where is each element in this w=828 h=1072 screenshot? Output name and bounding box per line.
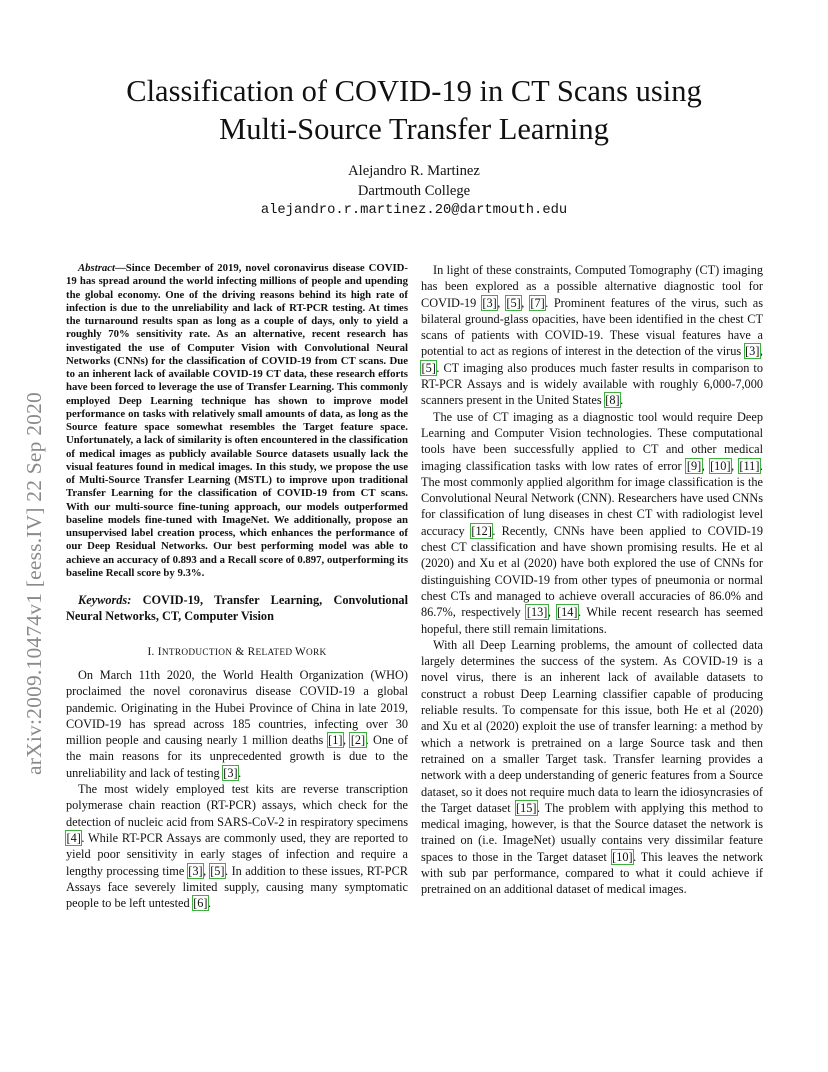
paragraph-text: , bbox=[701, 458, 710, 473]
keywords-text: COVID-19, Transfer Learning, Convolutional Neural Networks, CT, Computer Vision bbox=[66, 593, 408, 623]
body-paragraph bbox=[66, 781, 408, 911]
citation-link[interactable]: [4] bbox=[66, 830, 81, 845]
body-paragraph bbox=[421, 637, 763, 898]
abstract bbox=[66, 262, 408, 580]
author-name: Alejandro R. Martinez bbox=[348, 163, 480, 179]
keywords bbox=[66, 592, 408, 624]
title-line-2: Multi-Source Transfer Learning bbox=[219, 112, 609, 146]
paragraph-text: . bbox=[238, 765, 242, 780]
body-paragraph bbox=[421, 262, 763, 409]
paragraph-text: . CT imaging also produces much faster results in comparison to RT-PCR Assays and is widely available with roughly 6,000-7,000 scanners present in the United States bbox=[421, 360, 763, 408]
paper-title bbox=[60, 72, 768, 148]
citation-link[interactable]: [15] bbox=[516, 800, 537, 815]
section-ampersand: & bbox=[232, 646, 248, 658]
section-word-initial: R bbox=[247, 646, 256, 658]
paragraph-text: . bbox=[620, 393, 624, 408]
citation-link[interactable]: [8] bbox=[605, 393, 620, 408]
paragraph-text: . The problem with applying this method to medical imaging, however, is that the Source dataset the network is trained on (i.e. ImageNet) usually contains very dissimilar feature spaces to those in the Target dataset bbox=[421, 800, 763, 864]
citation-link[interactable]: [10] bbox=[710, 458, 731, 473]
section-word-initial: W bbox=[295, 646, 306, 658]
citation-link[interactable]: [7] bbox=[530, 295, 545, 310]
citation-link[interactable]: [3] bbox=[482, 295, 497, 310]
body-paragraph bbox=[66, 667, 408, 781]
section-word-rest: ORK bbox=[306, 648, 327, 658]
paragraph-text: On March 11th 2020, the World Health Organization (WHO) proclaimed the novel coronavirus disease COVID-19 a global pandemic. Originating in the Hubei Province of China in late 2019, COVID-19 has spread across 185 countries, infecting over 30 million people and causing nearly 1 million deaths bbox=[66, 668, 408, 748]
keywords-label: Keywords: bbox=[78, 593, 132, 607]
citation-link[interactable]: [5] bbox=[506, 295, 521, 310]
left-column bbox=[66, 262, 408, 911]
section-word-initial: I bbox=[157, 646, 162, 658]
paragraph-text: The use of CT imaging as a diagnostic tool would require Deep Learning and Computer Vision technologies. These computational tools have been successfully applied to CT and other medical imaging classification tasks with low rates of error bbox=[421, 409, 763, 473]
paragraph-text: , bbox=[203, 863, 210, 878]
author-block bbox=[100, 162, 728, 221]
abstract-label: Abstract bbox=[78, 262, 116, 274]
citation-link[interactable]: [1] bbox=[328, 733, 343, 748]
paragraph-text: . bbox=[208, 896, 212, 911]
author-email: alejandro.r.martinez.20@dartmouth.edu bbox=[260, 203, 568, 218]
citation-link[interactable]: [14] bbox=[557, 605, 578, 620]
paragraph-text: , bbox=[731, 458, 739, 473]
paragraph-text: . This leaves the network with sub par performance, compared to what it could achieve if pretrained on an additional dataset of medical images. bbox=[421, 849, 763, 897]
section-word-rest: NTRODUCTION bbox=[161, 648, 233, 658]
paragraph-text: . Prominent features of the virus, such as bilateral ground-glass opacities, have been identified in the chest CT scans of patients with COVID-19. These visual features have a potential to act as regions of interest in the detection of the virus bbox=[421, 295, 764, 359]
paragraph-text: In light of these constraints, Computed Tomography (CT) imaging has been explored as a possible alternative diagnostic tool for COVID-19 bbox=[421, 263, 763, 310]
citation-link[interactable]: [6] bbox=[193, 896, 208, 911]
paragraph-text: . In addition to these issues, RT-PCR Assays face severely limited supply, causing many symptomatic people to be left untested bbox=[66, 863, 408, 911]
citation-link[interactable]: [3] bbox=[223, 765, 238, 780]
abstract-text: —Since December of 2019, novel coronavirus disease COVID-19 has spread around the world infecting millions of people and upending the global economy. One of the driving reasons behind its high rate of infection is due to the unreliability and lack of RT-PCR testing. At times the turnaround results span as long as a couple of days, only to yield a roughly 70% sensitivity rate. As an alternative, recent research has investigated the use of Computer Vision with Convolutional Neural Networks (CNNs) for the classification of COVID-19 from CT scans. Due to an inherent lack of available COVID-19 CT data, these research efforts have been forced to leverage the use of Transfer Learning. This commonly employed Deep Learning technique has shown to improve model performance on tasks with relatively small amounts of data, as long as the Source feature space somewhat resembles the Target feature space. Unfortunately, a lack of similarity is often encountered in the classification of medical images as publicly available Source datasets usually lack the visual features found in medical images. In this study, we propose the use of Multi-Source Transfer Learning (MSTL) to improve upon traditional Transfer Learning for the classification of COVID-19 from CT scans. With our multi-source fine-tuning approach, our models outperformed baseline models fine-tuned with ImageNet. We additionally, propose an unsupervised label creation process, which enhances the performance of our Deep Residual Networks. Our best performing model was able to achieve an accuracy of 0.893 and a Recall score of 0.897, outperforming its baseline Recall score by 9.3%. bbox=[66, 262, 408, 579]
paragraph-text: With all Deep Learning problems, the amount of collected data largely determines the success of the system. As COVID-19 is a novel virus, there is an inherent lack of available datasets to construct a robust Deep Learning classifier capable of producing reliable results. To compensate for this issue, both He et al (2020) and Xu et al (2020) exploit the use of transfer learning: a method by which a network is pretrained on a large Source task and then retrained on a smaller Target task. Transfer learning provides a network with a deep understanding of generic features from a Source dataset, so it does not require much data to learn the idiosyncrasies of the Target dataset bbox=[421, 637, 763, 815]
paragraph-text: The most widely employed test kits are reverse transcription polymerase chain reaction (RT-PCR) assays, which check for the detection of nucleic acid from SARS-CoV-2 in respiratory specimens bbox=[66, 782, 408, 829]
paragraph-text: , bbox=[547, 605, 557, 620]
citation-link[interactable]: [13] bbox=[526, 605, 548, 620]
citation-link[interactable]: [9] bbox=[686, 458, 702, 473]
paragraph-text: . The most commonly applied algorithm for image classification is the Convolutional Neural Network (CNN). Researchers have used CNNs for classification of lung diseases in chest CT with radiologist level accuracy bbox=[421, 458, 763, 538]
section-word-rest: ELATED bbox=[255, 648, 296, 658]
paragraph-text: , bbox=[759, 344, 763, 359]
paragraph-text: , bbox=[521, 295, 530, 310]
paragraph-text: , bbox=[497, 295, 506, 310]
paragraph-text: . While recent research has seemed hopeful, there still remain limitations. bbox=[421, 605, 763, 636]
arxiv-identifier: arXiv:2009.10474v1 [eess.IV] 22 Sep 2020 bbox=[22, 391, 46, 775]
citation-link[interactable]: [12] bbox=[471, 523, 492, 538]
citation-link[interactable]: [3] bbox=[188, 863, 203, 878]
citation-link[interactable]: [11] bbox=[739, 458, 760, 473]
citation-link[interactable]: [10] bbox=[612, 849, 633, 864]
author-affiliation: Dartmouth College bbox=[357, 182, 471, 199]
citation-link[interactable]: [5] bbox=[210, 863, 225, 878]
right-column bbox=[421, 262, 763, 898]
paragraph-text: . Recently, CNNs have been applied to COVID-19 chest CT classification and have shown promising results. He et al (2020) and Xu et al (2020) have both explored the use of CNNs for distinguishing COVID-19 from other types of pneumonia or normal chest CTs and managed to achieve overall accuracies of 86.0% and 86.7%, respectively bbox=[421, 523, 763, 620]
paragraph-text: . One of the main reasons for its unprecedented growth is due to the unreliability and lack of testing bbox=[66, 733, 409, 780]
citation-link[interactable]: [3] bbox=[745, 344, 760, 359]
section-number: I. bbox=[147, 646, 158, 658]
title-line-1: Classification of COVID-19 in CT Scans using bbox=[126, 74, 702, 108]
body-paragraph bbox=[421, 409, 763, 637]
citation-link[interactable]: [2] bbox=[350, 733, 366, 748]
citation-link[interactable]: [5] bbox=[421, 360, 436, 375]
paragraph-text: , bbox=[342, 733, 351, 748]
paragraph-text: . While RT-PCR Assays are commonly used, they are reported to yield poor sensitivity in early stages of infection and require a lengthy processing time bbox=[66, 830, 408, 878]
section-heading-introduction bbox=[66, 646, 408, 658]
